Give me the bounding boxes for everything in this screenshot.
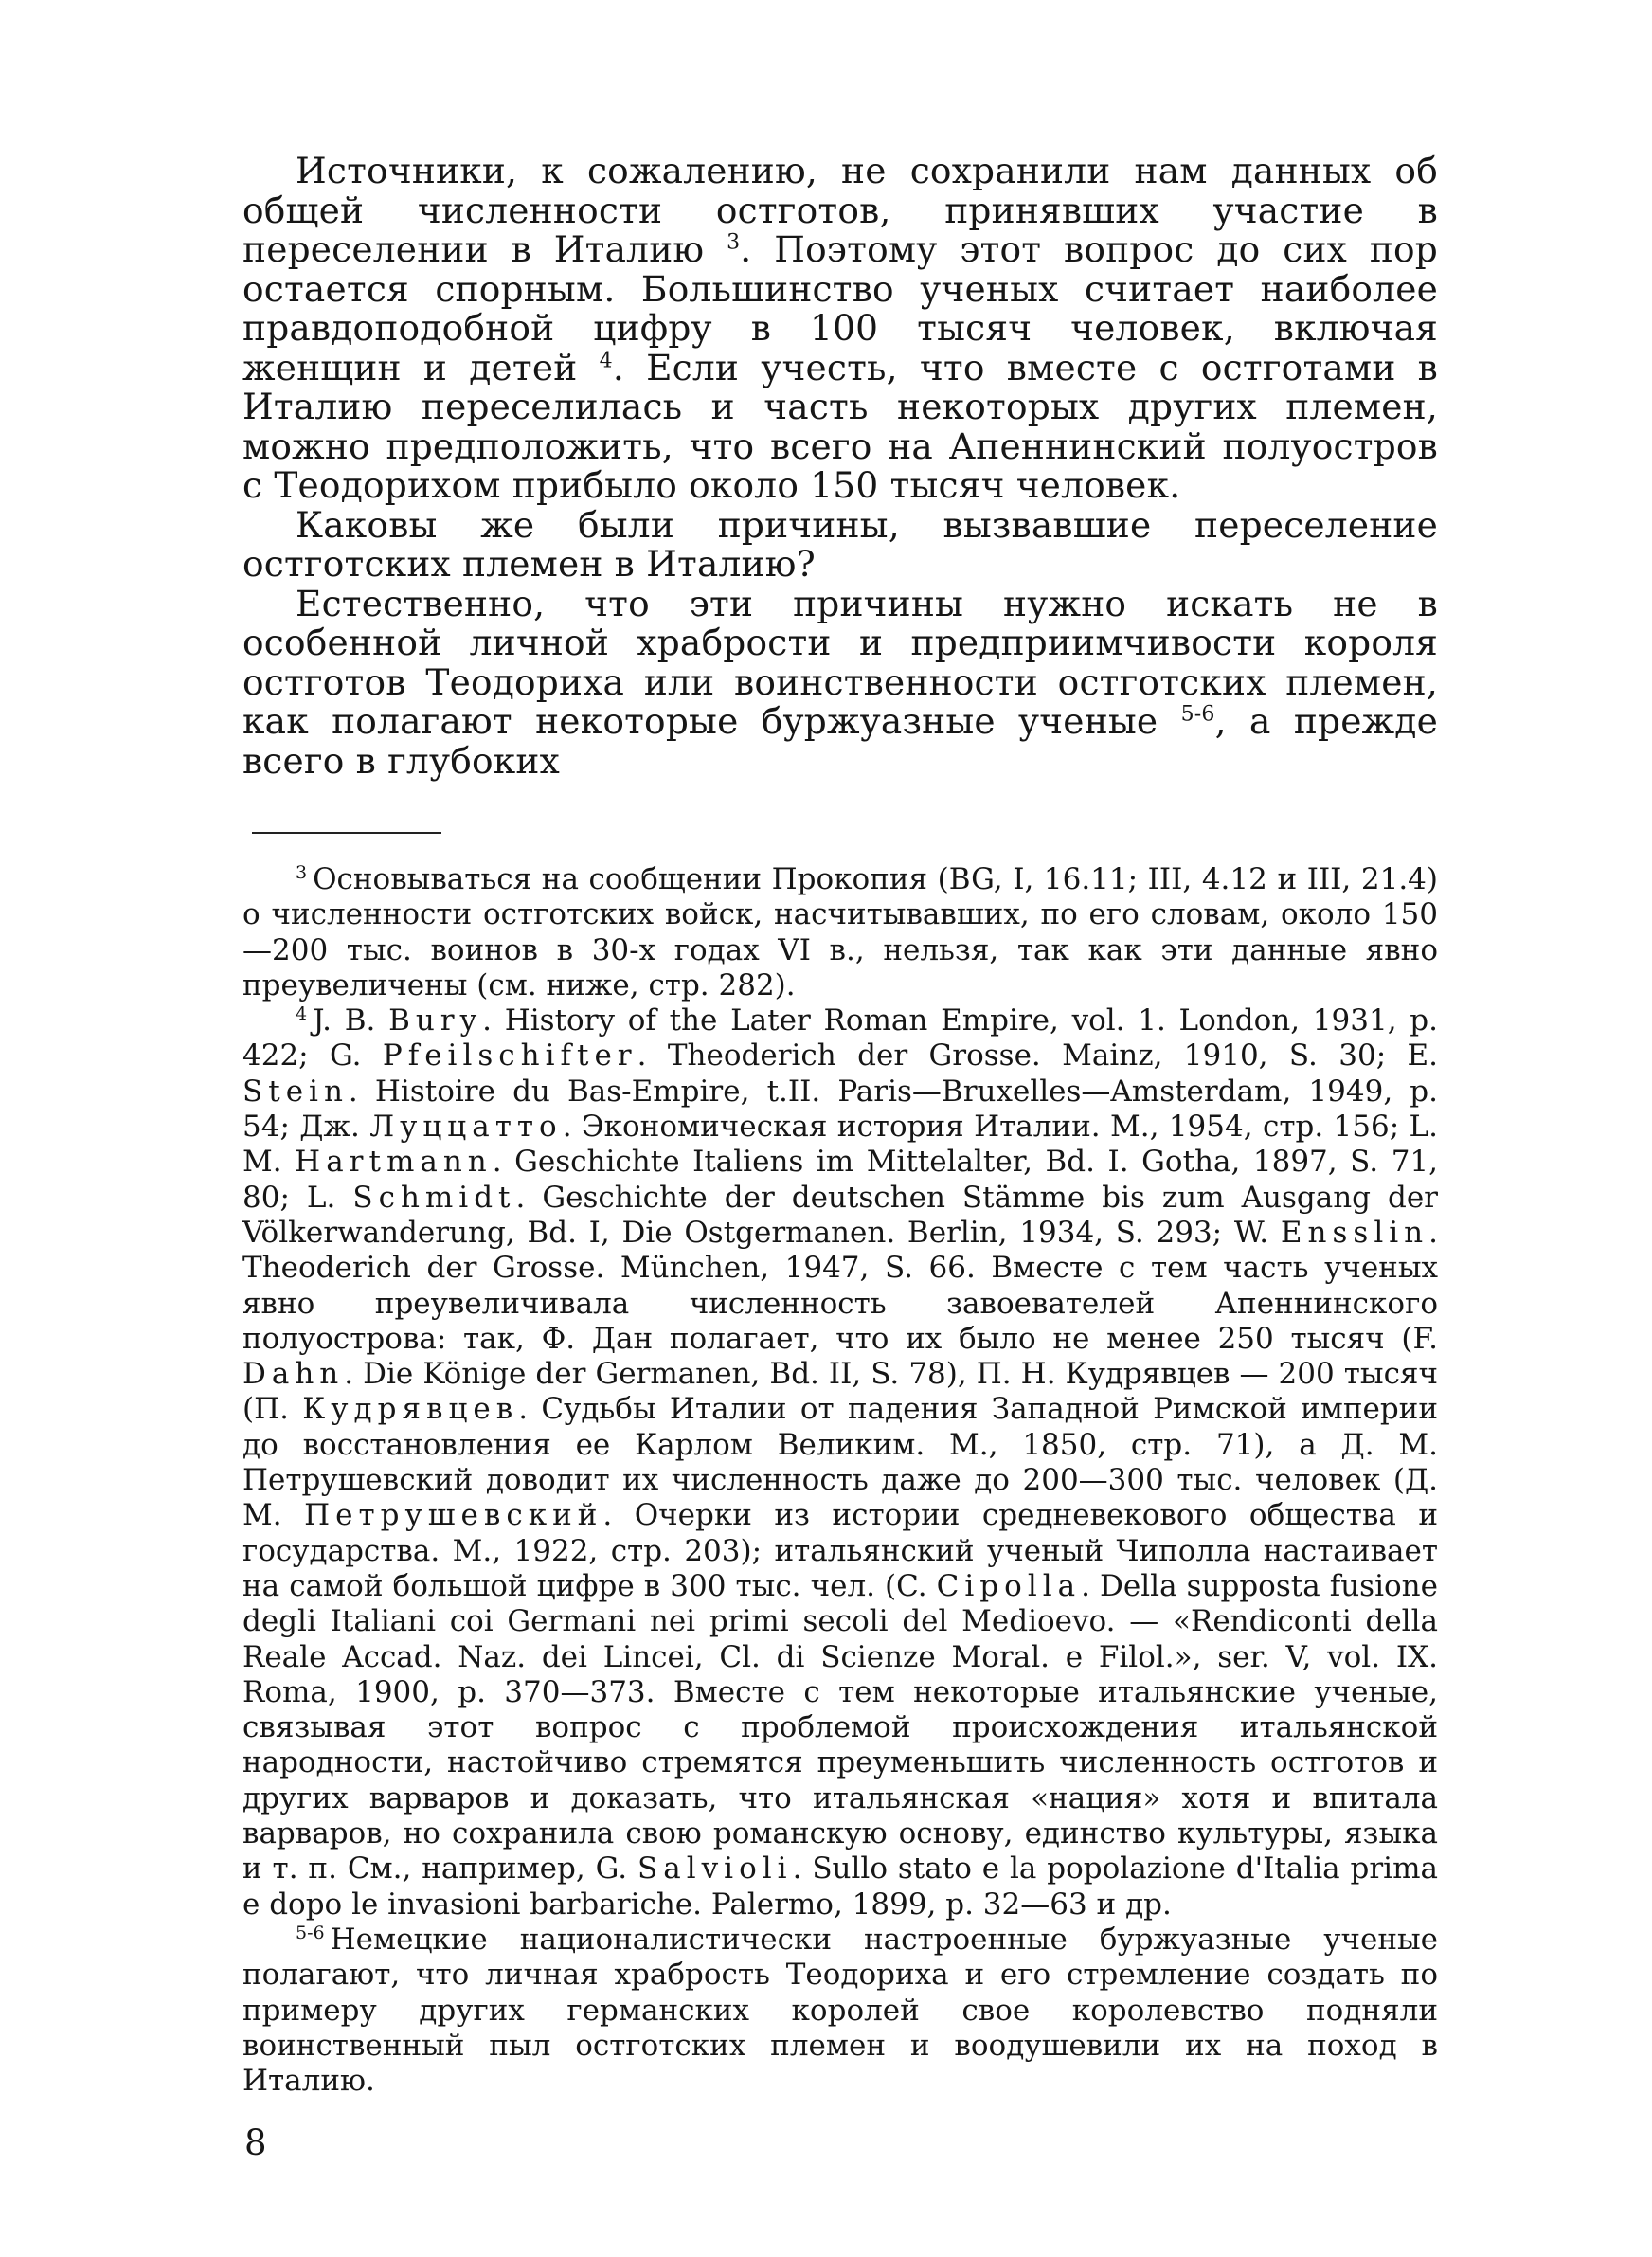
paragraph-3 — [242, 582, 1438, 782]
author-name: Salvioli — [637, 1851, 793, 1887]
page-number: 8 — [244, 2122, 267, 2163]
footnote-5-6 — [242, 1923, 1438, 2099]
footnote-divider — [252, 832, 441, 834]
footnote-text: . Sullo stato e la popolazione d'Italia prima e dopo le invasioni barbariche. Palermo, 1899, p. 32—63 и др. — [242, 1851, 1438, 1922]
text-run: Источники, к сожалению, не сохранили нам данных об общей численности остготов, принявших участие в переселении в Италию — [242, 150, 1438, 270]
footnote-text: . Очерки из истории средневекового общества и государства. М., 1922, стр. 203); итальянский ученый Чиполла настаивает на самой большой цифре в 300 тыс. чел. (C. — [242, 1498, 1439, 1603]
footnote-mark: 4 — [296, 1002, 308, 1024]
footnote-mark: 3 — [296, 861, 308, 883]
main-text — [242, 152, 1438, 781]
author-name: Dahn — [242, 1357, 345, 1392]
footnote-mark: 5-6 — [296, 1922, 325, 1943]
footnote-text: Основываться на сообщении Прокопия (BG, I, 16.11; III, 4.12 и III, 21.4) о численности остготских войск, насчитывавших, по его словам, около 150—200 тыс. воинов в 30-х годах VI в., нельзя, так как эти данные явно преувеличены (см. ниже, стр. 282). — [242, 862, 1438, 1002]
paragraph-1 — [242, 152, 1438, 506]
text-run: . Если учесть, что вместе с остготами в Италию переселилась и часть некоторых других племен, можно предположить, что всего на Апеннинский полуостров с Теодорихом прибыло около 150 тысяч человек. — [242, 346, 1438, 506]
footnote-4 — [242, 1003, 1438, 1923]
footnote-text: . Theoderich der Grosse. München, 1947, S. 66. Вместе с тем часть ученых явно преувеличивала численность завоевателей Апеннинского полуострова: так, Ф. Дан полагает, что их было не менее 250 тысяч (F. — [242, 1215, 1438, 1356]
footnote-text: J. B. — [313, 1003, 376, 1038]
author-name: Bury — [388, 1003, 483, 1038]
footnote-text: Немецкие националистически настроенные буржуазные ученые полагают, что личная храбрость Теодориха и его стремление создать по примеру других германских королей свое королевство подняли воинственный пыл остготских племен и воодушевили их на поход в Италию. — [242, 1922, 1438, 2099]
footnote-text: . Geschichte der deutschen Stämme bis zum Ausgang der Völkerwanderung, Bd. I, Die Ostgermanen. Berlin, 1934, S. 293; W. — [242, 1180, 1439, 1250]
author-name: Hartmann — [295, 1145, 493, 1180]
author-name: Луццатто — [369, 1110, 563, 1145]
footnote-ref-5-6[interactable]: 5-6 — [1180, 702, 1215, 727]
footnote-text: . Della supposta fusione degli Italiani coi Germani nei primi secoli del Medioevo. — «Rendiconti della Reale Accad. Naz. dei Lincei, Cl. di Scienze Moral. e Filol.», ser. V, vol. IX. Roma, 1900, p. 370—373. Вместе с тем некоторые итальянские ученые, связывая этот вопрос с проблемой происхождения итальянской народности, настойчиво стремятся преуменьшить численность остготов и других варваров и доказать, что итальянская «нация» хотя и впитала варваров, но сохранила свою романскую основу, единство культуры, языка и т. п. См., например, G. — [242, 1568, 1438, 1887]
text-run: Естественно, что эти причины нужно искать не в особенной личной храбрости и предприимчивости короля остготов Теодориха или воинственности остготских племен, как полагают некоторые буржуазные ученые — [242, 582, 1438, 742]
author-name: Кудрявцев — [302, 1392, 519, 1427]
footnote-text: . Theoderich der Grosse. Mainz, 1910, S. 30; E. — [637, 1038, 1438, 1074]
footnote-ref-4[interactable]: 4 — [599, 349, 613, 372]
text-run: . Поэтому этот вопрос до сих пор остается спорным. Большинство ученых считает наиболее правдоподобной цифру в 100 тысяч человек, включая женщин и детей — [242, 228, 1438, 388]
footnote-text: . Die Könige der Germanen, Bd. II, S. 78), П. Н. Кудрявцев — 200 тысяч (П. — [242, 1357, 1438, 1427]
footnote-text: . History of the Later Roman Empire, vol. 1. London, 1931, p. 422; G. — [242, 1003, 1438, 1074]
footnote-text: . Судьбы Италии от падения Западной Римской империи до восстановления ее Карлом Великим. М., 1850, стр. 71), а Д. М. Петрушевский доводит их численность даже до 200—300 тыс. человек (Д. М. — [242, 1392, 1439, 1533]
author-name: Schmidt — [352, 1180, 516, 1215]
paragraph-2: Каковы же были причины, вызвавшие переселение остготских племен в Италию? — [242, 503, 1438, 585]
author-name: Петрушевский — [304, 1498, 603, 1533]
footnote-text: . Geschichte Italiens im Mittelalter, Bd. I. Gotha, 1897, S. 71, 80; L. — [242, 1145, 1438, 1215]
author-name: Cipolla — [936, 1568, 1082, 1603]
author-name: Stein — [242, 1074, 349, 1109]
footnote-3 — [242, 862, 1438, 1003]
author-name: Pfeilschifter — [382, 1038, 637, 1074]
footnotes — [242, 862, 1438, 2099]
footnote-text: . Histoire du Bas-Empire, t.II. Paris—Bruxelles—Amsterdam, 1949, p. 54; Дж. — [242, 1074, 1438, 1145]
text-run: , а прежде всего в глубоких — [242, 700, 1438, 782]
book-page — [242, 150, 1439, 2163]
author-name: Ensslin — [1280, 1215, 1429, 1250]
footnote-ref-3[interactable]: 3 — [727, 230, 741, 255]
footnote-text: . Экономическая история Италии. М., 1954, стр. 156; L. M. — [242, 1110, 1438, 1180]
